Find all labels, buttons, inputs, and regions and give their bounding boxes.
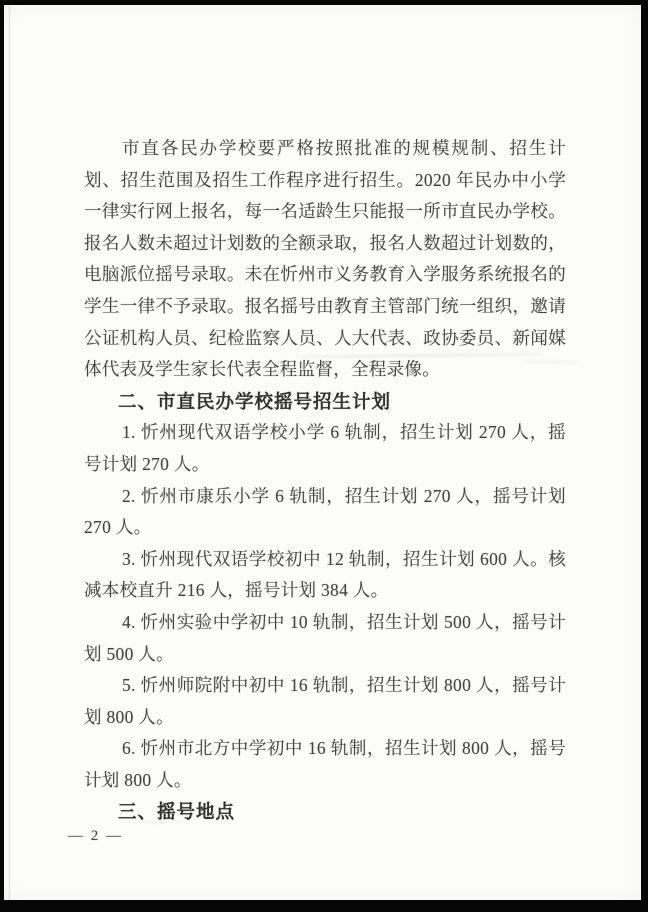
list-item-1-xinzhou-modern-bilingual-primary: 1. 忻州现代双语学校小学 6 轨制，招生计划 270 人，摇号计划 270 人。 <box>84 422 566 474</box>
list-item-3-modern-bilingual-junior: 3. 忻州现代双语学校初中 12 轨制，招生计划 600 人。核减本校直升 216 人，摇号计划 384 人。 <box>84 548 566 601</box>
paragraph-enrollment-rules: 市直各民办学校要严格按照批准的规模规制、招生计划、招生范围及招生工作程序进行招生。2020 年民办中小学一律实行网上报名，每一名适龄生只能报一所市直民办学校。报名人数未超过计划数的全额录取，报名人数超过计划数的，电脑派位摇号录取。未在忻州市义务教育入学服务系统报名的学生一律不予录取。报名摇号由教育主管部门统一组织，邀请公证机构人员、纪检监察人员、人大代表、政协委员、新闻媒体代表及学生家长代表全程监督，全程录像。 <box>84 138 566 380</box>
list-item-6-beifang-junior: 6. 忻州市北方中学初中 16 轨制，招生计划 800 人，摇号计划 800 人。 <box>84 738 566 790</box>
heading-section-2-lottery-plan: 二、市直民办学校摇号招生计划 <box>118 390 392 412</box>
paper-edge-line <box>9 5 10 900</box>
document-body <box>84 133 566 828</box>
list-item-2-kangle-primary: 2. 忻州市康乐小学 6 轨制，招生计划 270 人，摇号计划 270 人。 <box>84 485 566 538</box>
page-number: — 2 — <box>68 828 123 844</box>
list-item-4-shiyan-junior: 4. 忻州实验中学初中 10 轨制，招生计划 500 人，摇号计划 500 人。 <box>84 611 566 664</box>
heading-section-3-lottery-location: 三、摇号地点 <box>118 801 236 823</box>
list-item-5-shiyuan-affiliated-junior: 5. 忻州师院附中初中 16 轨制，招生计划 800 人，摇号计划 800 人。 <box>84 675 566 727</box>
scanned-document-page <box>4 5 641 900</box>
scan-smudge <box>124 821 184 823</box>
